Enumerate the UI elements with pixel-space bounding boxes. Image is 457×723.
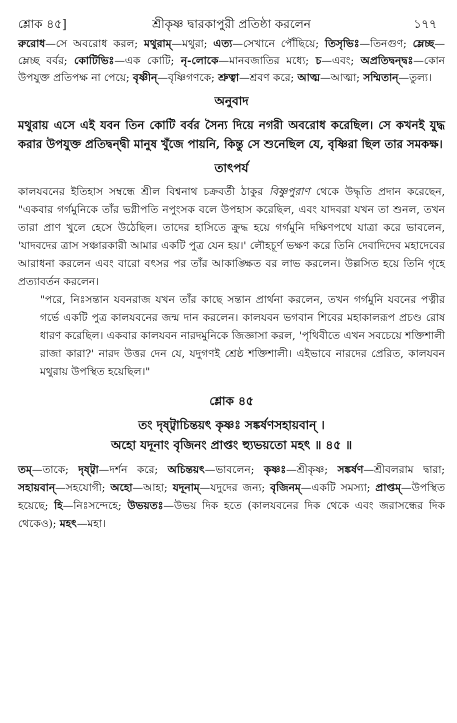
synonym-meaning: —তাকে;: [31, 464, 79, 476]
synonym-meaning: —শ্রীকৃষ্ণ;: [286, 464, 338, 476]
synonym-word: অহো: [110, 482, 133, 494]
synonym-word: সঙ্কর্ষণ: [337, 464, 364, 476]
purport-heading: তাৎপর্য: [214, 161, 249, 175]
page-number: ১৭৭: [413, 17, 437, 31]
synonym-meaning: —একটি সমস্যা;: [300, 482, 376, 494]
synonym-meaning: —এবং;: [321, 55, 361, 67]
synonym-word: সম্মিতান্: [363, 72, 399, 84]
synonym-word: তিসৃভিঃ: [324, 38, 360, 50]
synonym-meaning: —আহা;: [132, 482, 173, 494]
synonym-meaning: —মানবজাতির মধ্যে;: [218, 55, 316, 67]
synonym-meaning: —উপস্থিত হয়েছে;: [18, 482, 446, 512]
synonym-meaning: —ম্লেচ্ছ বর্বর;: [18, 38, 445, 67]
synonym-meaning: —শ্রীবলরাম দ্বারা;: [363, 464, 445, 476]
synonym-meaning: —সহযোগী;: [55, 482, 111, 494]
synonym-word: কৃষ্ণঃ: [263, 464, 287, 476]
synonym-meaning: —নিঃসন্দেহে;: [62, 500, 128, 512]
synonym-word: অপ্রতিদ্বন্দ্বঃ: [360, 55, 414, 67]
synonym-word: যদূনাম্: [172, 482, 200, 494]
synonym-meaning: —যদুদের জন্য;: [199, 482, 271, 494]
synonym-word: রুরোধ: [18, 38, 46, 50]
synonym-word: দৃষ্ট্বা: [78, 464, 99, 476]
synonyms-bottom: [18, 461, 445, 533]
purport-text-b: থেকে উদ্ধৃতি প্রদান করেছেন, "একবার গর্গমুনিকে তাঁর ভগ্নীপতি নপুংসক বলে উপহাস করেছিল, এবং যাদবরা যখন তা শুনল, তখন তারা প্রাণ খুলে হেসে উঠেছিল। তাদের হাসিতে ক্রুদ্ধ হয়ে গর্গমুনি দক্ষিণপথে যাত্রা করে ভাবলেন, 'যাদবদের ত্রাস সঞ্চারকারী আমার একটি পুত্র যেন হয়।' লৌহচূর্ণ ভক্ষণ করে তিনি দেবাদিদেব মহাদেবের আরাধনা করলেন এবং বারো বৎসর পর তাঁর আকাঙ্ক্ষিত বর লাভ করলেন। উল্লসিত হয়ে তিনি গৃহে প্রত্যাবর্তন করলেন।: [18, 186, 446, 288]
purport-text-a: কালযবনের ইতিহাস সম্বন্ধে শ্রীল বিশ্বনাথ চক্রবর্তী ঠাকুর: [18, 186, 270, 198]
synonym-meaning: —সে অবরোধ করল;: [45, 38, 144, 50]
synonym-word: প্রাপ্তম্: [375, 482, 401, 494]
synonym-word: চ: [315, 55, 322, 67]
synonym-word: নৃ-লোকে: [180, 55, 219, 67]
synonym-meaning: —এক কোটি;: [114, 55, 181, 67]
verse-heading: শ্লোক ৪৫: [209, 394, 254, 408]
synonym-meaning: —মহা।: [76, 518, 106, 530]
synonym-word: মথুরাম্: [143, 38, 172, 50]
synonym-meaning: —তুল্য।: [398, 72, 432, 84]
synonym-meaning: —দর্শন করে;: [98, 464, 168, 476]
synonym-word: মহৎ: [59, 518, 77, 530]
synonym-word: এত্য: [213, 38, 233, 50]
synonym-meaning: —সেখানে পৌঁছিয়ে;: [232, 38, 325, 50]
chapter-title: শ্রীকৃষ্ণ দ্বারকাপুরী প্রতিষ্ঠা করলেন: [152, 17, 311, 31]
purport-source-title: বিষ্ণুপুরাণ: [269, 186, 310, 198]
synonym-meaning: —বৃষ্ণিগণকে;: [157, 72, 219, 84]
translation-heading: অনুবাদ: [214, 94, 249, 108]
synonym-word: শ্রুত্বা: [218, 72, 240, 84]
synonym-word: হি: [54, 500, 63, 512]
verse-line-1: তং দৃষ্ট্বাচিন্তয়ৎ কৃষ্ণঃ সঙ্কর্ষণসহায়বান্ ।: [138, 418, 325, 432]
synonym-meaning: —উভয় দিক হতে (কালযবনের দিক থেকে এবং জরাসন্ধের দিক থেকেও);: [18, 500, 445, 530]
synonym-meaning: —তিনগুণ;: [359, 38, 413, 50]
purport-quote: "পরে, নিঃসন্তান যবনরাজ যখন তাঁর কাছে সন্তান প্রার্থনা করলেন, তখন গর্গমুনি যবনের পত্নীর গর্ভে একটি পুত্র কালযবনের জন্ম দান করলেন। কালযবন ভগবান শিবের মহাকালরূপ প্রচণ্ড রোষ ধারণ করেছিল। একবার কালযবন নারদমুনিকে জিজ্ঞাসা করল, 'পৃথিবীতে এখন সবচেয়ে শক্তিশালী রাজা কারা?' নারদ উত্তর দেন যে, যদুগণই শ্রেষ্ঠ শক্তিশালী। এইভাবে নারদের প্রেরিত, কালযবন মথুরায় উপস্থিত হয়েছিল।": [40, 294, 445, 378]
synonym-meaning: —আত্মা;: [320, 72, 364, 84]
verse-line-2: অহো যদূনাং বৃজিনং প্রাপ্তং হ্যুভয়তো মহৎ ॥ ৪৫ ॥: [110, 438, 353, 452]
synonym-word: বৃষ্ণীন্: [132, 72, 158, 84]
synonym-word: অচিন্তয়ৎ: [167, 464, 205, 476]
synonym-word: বৃজিনম্: [270, 482, 301, 494]
synonym-meaning: —ভাবলেন;: [204, 464, 264, 476]
purport-paragraph: [18, 183, 445, 291]
synonym-word: কোটিভিঃ: [74, 55, 115, 67]
synonym-word: আত্ম: [297, 72, 321, 84]
synonym-word: ম্লেচ্ছ: [412, 38, 435, 50]
verse-reference: শ্লোক ৪৫]: [18, 17, 67, 31]
synonym-word: সহায়বান্: [18, 482, 56, 494]
synonyms-top: [18, 36, 445, 87]
synonym-meaning: —কোন উপযুক্ত প্রতিপক্ষ না পেয়ে;: [18, 55, 445, 84]
synonym-meaning: —শ্রবণ করে;: [239, 72, 298, 84]
synonym-word: উভয়তঃ: [127, 500, 164, 512]
page-header: [18, 10, 445, 36]
synonym-meaning: —মথুরা;: [171, 38, 214, 50]
synonym-word: তম্: [18, 464, 32, 476]
translation-text: মথুরায় এসে এই যবন তিন কোটি বর্বর সৈন্য দিয়ে নগরী অবরোধ করেছিল। সে কখনই যুদ্ধ করার উপযুক্ত প্রতিদ্বন্দ্বী মানুষ খুঁজে পায়নি, কিন্তু সে শুনেছিল যে, বৃষ্ণিরা ছিল তার সমকক্ষ।: [18, 118, 445, 151]
